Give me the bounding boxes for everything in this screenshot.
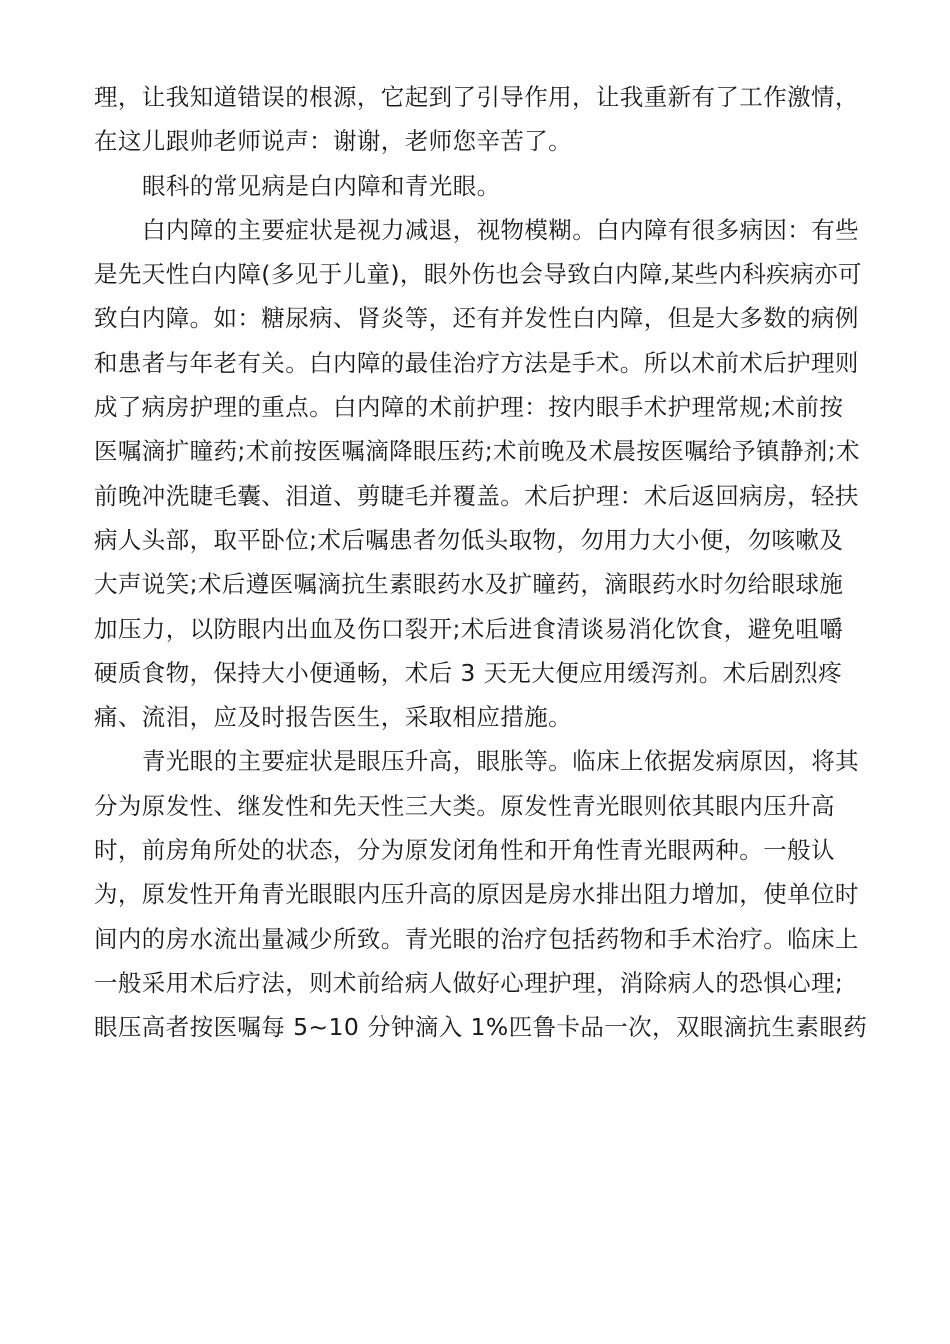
text-line: 病人头部，取平卧位;术后嘱患者勿低头取物，勿用力大小便，勿咳嗽及 [94,525,844,554]
text-line: 一般采用术后疗法，则术前给病人做好心理护理，消除病人的恐惧心理; [94,968,844,997]
paragraph-start-line: 青光眼的主要症状是眼压升高，眼胀等。临床上依据发病原因，将其 [142,747,859,776]
text-line: 致白内障。如：糖尿病、肾炎等，还有并发性白内障，但是大多数的病例 [94,304,859,333]
text-line: 在这儿跟帅老师说声：谢谢，老师您辛苦了。 [94,127,572,156]
text-line: 大声说笑;术后遵医嘱滴抗生素眼药水及扩瞳药，滴眼药水时勿给眼球施 [94,570,844,599]
text-line: 理，让我知道错误的根源，它起到了引导作用，让我重新有了工作激情， [94,83,859,111]
body-text [94,75,868,1050]
text-line: 加压力，以防眼内出血及伤口裂开;术后进食清谈易消化饮食，避免咀嚼 [94,614,844,643]
text-line: 是先天性白内障(多见于儿童)，眼外伤也会导致白内障,某些内科疾病亦可 [94,260,862,289]
text-line: 和患者与年老有关。白内障的最佳治疗方法是手术。所以术前术后护理则 [94,348,859,377]
text-line: 成了病房护理的重点。白内障的术前护理：按内眼手术护理常规;术前按 [94,393,844,422]
text-line: 分为原发性、继发性和先天性三大类。原发性青光眼则依其眼内压升高 [94,791,835,820]
paragraph-start-line: 眼科的常见病是白内障和青光眼。 [142,171,501,200]
text-line: 痛、流泪，应及时报告医生，采取相应措施。 [94,703,572,732]
text-line: 前晚冲洗睫毛囊、泪道、剪睫毛并覆盖。术后护理：术后返回病房，轻扶 [94,481,859,510]
text-line: 眼压高者按医嘱每 5~10 分钟滴入 1%匹鲁卡品一次，双眼滴抗生素眼药 [94,1013,868,1042]
paragraph-start-line: 白内障的主要症状是视力减退，视物模糊。白内障有很多病因：有些 [142,215,859,244]
text-line: 为，原发性开角青光眼眼内压升高的原因是房水排出阻力增加，使单位时 [94,880,859,909]
text-line: 硬质食物，保持大小便通畅，术后 3 天无大便应用缓泻剂。术后剧烈疼 [94,658,843,687]
text-line: 时，前房角所处的状态，分为原发闭角性和开角性青光眼两种。一般认 [94,836,835,865]
text-line: 间内的房水流出量减少所致。青光眼的治疗包括药物和手术治疗。临床上 [94,924,859,953]
text-line: 医嘱滴扩瞳药;术前按医嘱滴降眼压药;术前晚及术晨按医嘱给予镇静剂;术 [94,437,860,466]
